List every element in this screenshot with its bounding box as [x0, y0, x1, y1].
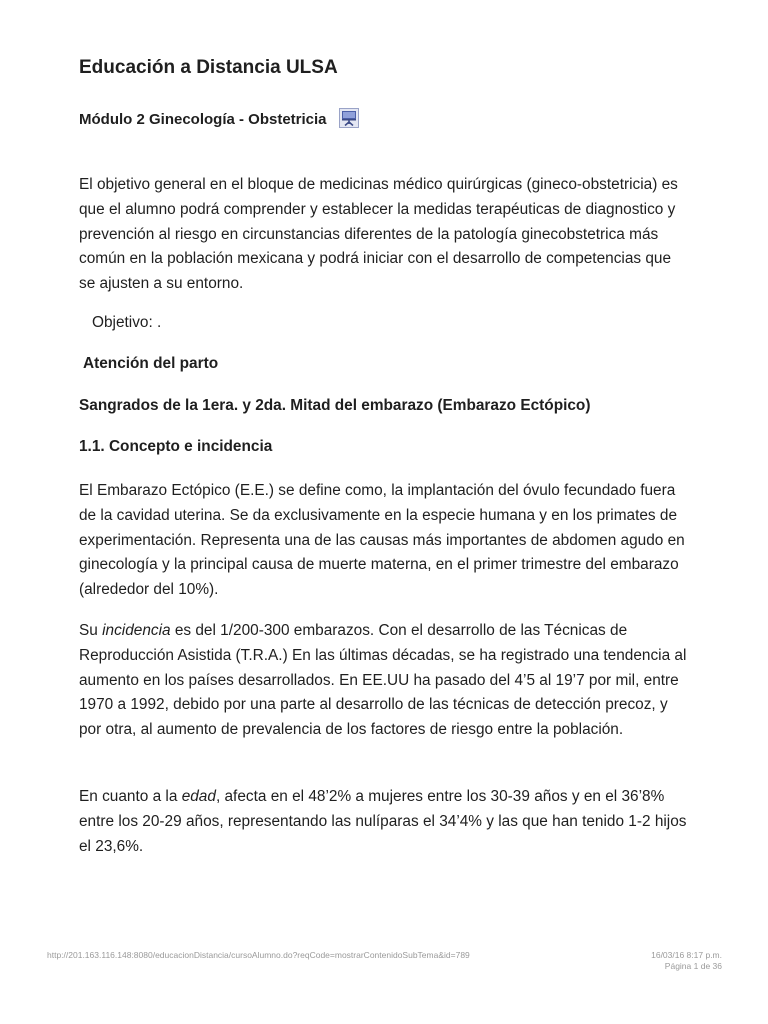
footer-url: http://201.163.116.148:8080/educacionDistancia/cursoAlumno.do?reqCode=mostrarContenidoSubTema&id=789: [47, 950, 470, 960]
section-heading-atencion: Atención del parto: [83, 355, 219, 372]
footer-datetime: 16/03/16 8:17 p.m.: [651, 950, 722, 960]
section-heading-sangrados: Sangrados de la 1era. y 2da. Mitad del embarazo (Embarazo Ectópico): [79, 397, 591, 414]
paragraph-edad: [79, 785, 691, 859]
paragraph-embarazo-ectopico: El Embarazo Ectópico (E.E.) se define como, la implantación del óvulo fecundado fuera de la cavidad uterina. Se da exclusivamente en la especie humana y en los primates de experimentación. Representa una de las causas más importantes de abdomen agudo en ginecología y la principal causa de muerte materna, en el primer trimestre del embarazo (alrededor del 10%).: [79, 482, 685, 599]
edad-rest: , afecta en el 48’2% a mujeres entre los 30-39 años y en el 36’8% entre los 20-29 años, representando las nulíparas el 34’4% y las que han tenido 1-2 hijos el 23,6%.: [79, 788, 687, 855]
edad-emphasis: edad: [181, 788, 216, 805]
module-title-text: Módulo 2 Ginecología - Obstetricia: [79, 111, 327, 128]
paragraph-incidencia: [79, 619, 691, 743]
footer-meta: [651, 950, 722, 972]
site-title: Educación a Distancia ULSA: [79, 57, 338, 78]
module-title: [79, 108, 359, 128]
incidencia-emphasis: incidencia: [102, 622, 171, 639]
footer-page-label: Página 1 de 36: [664, 961, 722, 971]
edad-prefix: En cuanto a la: [79, 788, 182, 805]
intro-paragraph: El objetivo general en el bloque de medicinas médico quirúrgicas (gineco-obstetricia) es que el alumno podrá comprender y establecer la medidas terapéuticas de diagnostico y prevención al riesgo en circunstancias diferentes de la patología ginecobstetrica más común en la población mexicana y podrá iniciar con el desarrollo de competencias que se ajusten a su entorno.: [79, 176, 678, 293]
incidencia-prefix: Su: [79, 622, 103, 639]
incidencia-rest: es del 1/200-300 embarazos. Con el desarrollo de las Técnicas de Reproducción Asistida (T.R.A.) En las últimas décadas, se ha registrado una tendencia al aumento en los países desarrollados. En EE.UU ha pasado del 4’5 al 19’7 por mil, entre 1970 a 1992, debido por una parte al desarrollo de las técnicas de detección precoz, y por otra, al aumento de prevalencia de los factores de riesgo entre la población.: [79, 622, 687, 739]
objective-label: Objetivo: .: [92, 314, 162, 331]
presentation-board-icon[interactable]: [339, 108, 359, 128]
section-heading-concepto: 1.1. Concepto e incidencia: [79, 438, 273, 455]
